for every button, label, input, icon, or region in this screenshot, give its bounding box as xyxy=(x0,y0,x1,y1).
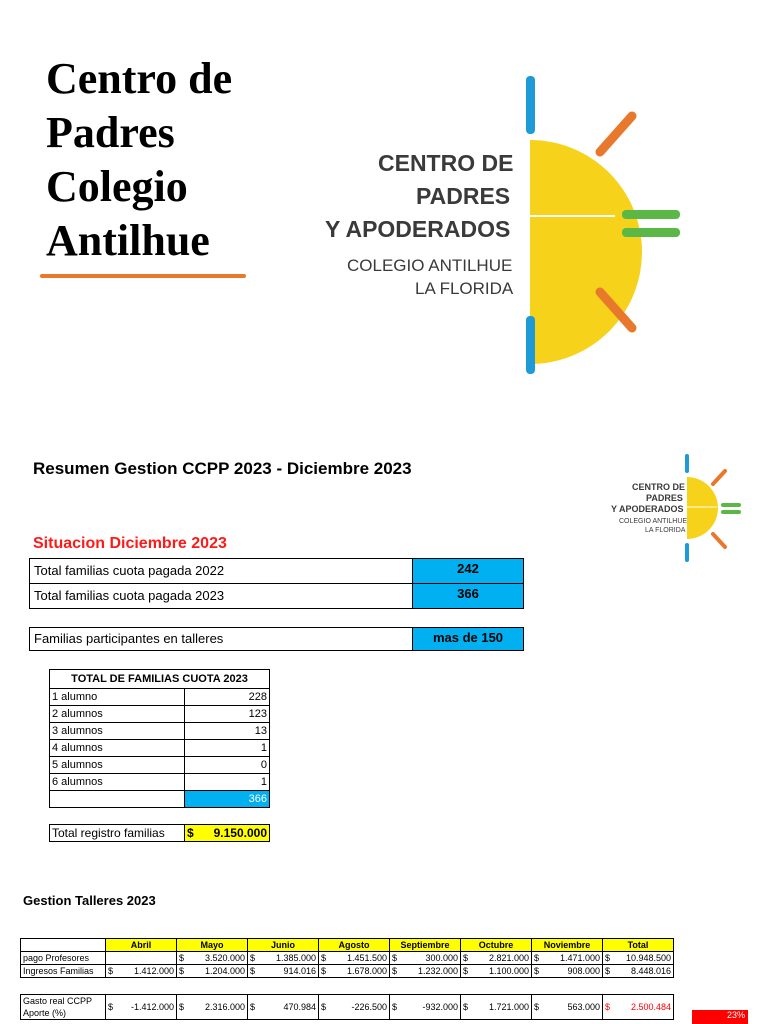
table-row xyxy=(21,995,674,1020)
talleres-table xyxy=(20,938,674,1020)
cell-value: 1.232.000 xyxy=(402,965,461,978)
logo-text-line: CENTRO DE xyxy=(378,150,514,176)
cell-value: 1.385.000 xyxy=(260,952,319,965)
cell-value: 1.678.000 xyxy=(331,965,390,978)
title-line: Centro de xyxy=(46,54,233,103)
summary-value: mas de 150 xyxy=(412,628,523,650)
cell-value: 908.000 xyxy=(544,965,603,978)
currency-symbol: $ xyxy=(603,952,616,965)
registry-value: 9.150.000 xyxy=(213,826,267,840)
summary-label: Total familias cuota pagada 2022 xyxy=(34,563,225,578)
cell-value: 300.000 xyxy=(402,952,461,965)
currency-symbol: $ xyxy=(106,995,119,1020)
report-heading: Resumen Gestion CCPP 2023 - Diciembre 2023 xyxy=(33,459,412,478)
cell-value: 2.821.000 xyxy=(473,952,532,965)
registry-label: Total registro familias xyxy=(50,825,185,842)
cell-value: 8.448.016 xyxy=(615,965,674,978)
summary-row xyxy=(29,558,524,584)
currency-symbol: $ xyxy=(248,965,261,978)
cell-value: 1.412.000 xyxy=(118,965,177,978)
situation-heading: Situacion Diciembre 2023 xyxy=(33,535,227,552)
currency-symbol: $ xyxy=(177,965,190,978)
cell-value: 1.451.500 xyxy=(331,952,390,965)
cell-value: 1.100.000 xyxy=(473,965,532,978)
summary-row xyxy=(29,583,524,609)
table-row xyxy=(21,952,674,965)
summary-label: Familias participantes en talleres xyxy=(34,631,224,646)
logo-text-line: Y APODERADOS xyxy=(325,216,511,242)
row-label: Gasto real CCPP Aporte (%) xyxy=(21,995,106,1020)
logo-text-line: LA FLORIDA xyxy=(645,527,686,534)
currency-symbol: $ xyxy=(248,952,261,965)
family-total: 366 xyxy=(185,791,270,808)
currency-symbol: $ xyxy=(390,995,403,1020)
families-table xyxy=(49,669,270,842)
currency-symbol: $ xyxy=(461,965,474,978)
currency-symbol: $ xyxy=(461,995,474,1020)
summary-value: 242 xyxy=(412,559,523,583)
table-row xyxy=(50,689,270,706)
family-label: 3 alumnos xyxy=(50,723,185,740)
family-value: 1 xyxy=(185,740,270,757)
slide-title xyxy=(46,52,232,268)
cell-value: -932.000 xyxy=(402,995,461,1020)
month-header: Total xyxy=(603,939,674,952)
table-row xyxy=(21,965,674,978)
family-label: 5 alumnos xyxy=(50,757,185,774)
logo-text-line: COLEGIO ANTILHUE xyxy=(619,518,688,525)
cell-value: 914.016 xyxy=(260,965,319,978)
currency-symbol: $ xyxy=(532,952,545,965)
family-value: 123 xyxy=(185,706,270,723)
cell-value: 1.471.000 xyxy=(544,952,603,965)
cell-value xyxy=(118,952,177,965)
cell-value: 1.721.000 xyxy=(473,995,532,1020)
month-header: Octubre xyxy=(461,939,532,952)
percent-badge xyxy=(692,1010,748,1024)
families-table-header: TOTAL DE FAMILIAS CUOTA 2023 xyxy=(50,670,270,689)
family-label: 1 alumno xyxy=(50,689,185,706)
table-row xyxy=(50,825,270,842)
currency-symbol: $ xyxy=(532,995,545,1020)
cell-value: -1.412.000 xyxy=(118,995,177,1020)
currency-symbol: $ xyxy=(390,965,403,978)
currency-symbol: $ xyxy=(532,965,545,978)
currency-symbol: $ xyxy=(106,965,119,978)
currency-symbol: $ xyxy=(248,995,261,1020)
summary-label: Total familias cuota pagada 2023 xyxy=(34,588,225,603)
family-value: 228 xyxy=(185,689,270,706)
talleres-title: Gestion Talleres 2023 xyxy=(23,893,156,908)
month-header: Junio xyxy=(248,939,319,952)
title-line: Antilhue xyxy=(46,216,210,265)
month-header: Mayo xyxy=(177,939,248,952)
logo-large xyxy=(320,70,690,380)
family-label: 4 alumnos xyxy=(50,740,185,757)
currency-symbol: $ xyxy=(603,995,616,1020)
family-value: 13 xyxy=(185,723,270,740)
cell-value: 10.948.500 xyxy=(615,952,674,965)
month-header: Noviembre xyxy=(532,939,603,952)
registry-value-cell xyxy=(185,825,270,842)
table-row xyxy=(50,706,270,723)
cell-value: 470.984 xyxy=(260,995,319,1020)
currency-symbol: $ xyxy=(461,952,474,965)
cell-value: 2.500.484 xyxy=(615,995,674,1020)
month-header: Septiembre xyxy=(390,939,461,952)
percent-value: 23% xyxy=(726,1010,745,1020)
currency-symbol: $ xyxy=(319,952,332,965)
cell-value: 563.000 xyxy=(544,995,603,1020)
logo-text-line: COLEGIO ANTILHUE xyxy=(347,256,513,275)
logo-text-line: PADRES xyxy=(416,183,511,209)
currency-symbol: $ xyxy=(319,965,332,978)
row-label: Ingresos Familias xyxy=(21,965,106,978)
family-label: 6 alumnos xyxy=(50,774,185,791)
month-header: Abril xyxy=(106,939,177,952)
cell-value: -226.500 xyxy=(331,995,390,1020)
currency-symbol: $ xyxy=(390,952,403,965)
month-header: Agosto xyxy=(319,939,390,952)
logo-text-line: PADRES xyxy=(646,493,683,503)
title-underline xyxy=(40,274,246,278)
summary-value: 366 xyxy=(412,584,523,608)
currency-symbol: $ xyxy=(187,826,194,840)
currency-symbol: $ xyxy=(177,995,190,1020)
currency-symbol: $ xyxy=(319,995,332,1020)
family-value: 1 xyxy=(185,774,270,791)
table-row xyxy=(50,740,270,757)
cell-value: 3.520.000 xyxy=(189,952,248,965)
table-row xyxy=(50,757,270,774)
cell-value: 2.316.000 xyxy=(189,995,248,1020)
logo-text-line: CENTRO DE xyxy=(632,482,686,492)
table-row xyxy=(50,774,270,791)
summary-row xyxy=(29,627,524,651)
currency-symbol: $ xyxy=(177,952,190,965)
title-line: Colegio xyxy=(46,162,188,211)
currency-symbol: $ xyxy=(603,965,616,978)
logo-text-line: LA FLORIDA xyxy=(415,279,514,298)
table-row xyxy=(50,723,270,740)
title-line: Padres xyxy=(46,108,175,157)
table-row xyxy=(50,791,270,808)
cell-value: 1.204.000 xyxy=(189,965,248,978)
logo-text-line: Y APODERADOS xyxy=(611,504,684,514)
row-label: pago Profesores xyxy=(21,952,106,965)
family-label: 2 alumnos xyxy=(50,706,185,723)
logo-small xyxy=(605,452,745,567)
family-value: 0 xyxy=(185,757,270,774)
